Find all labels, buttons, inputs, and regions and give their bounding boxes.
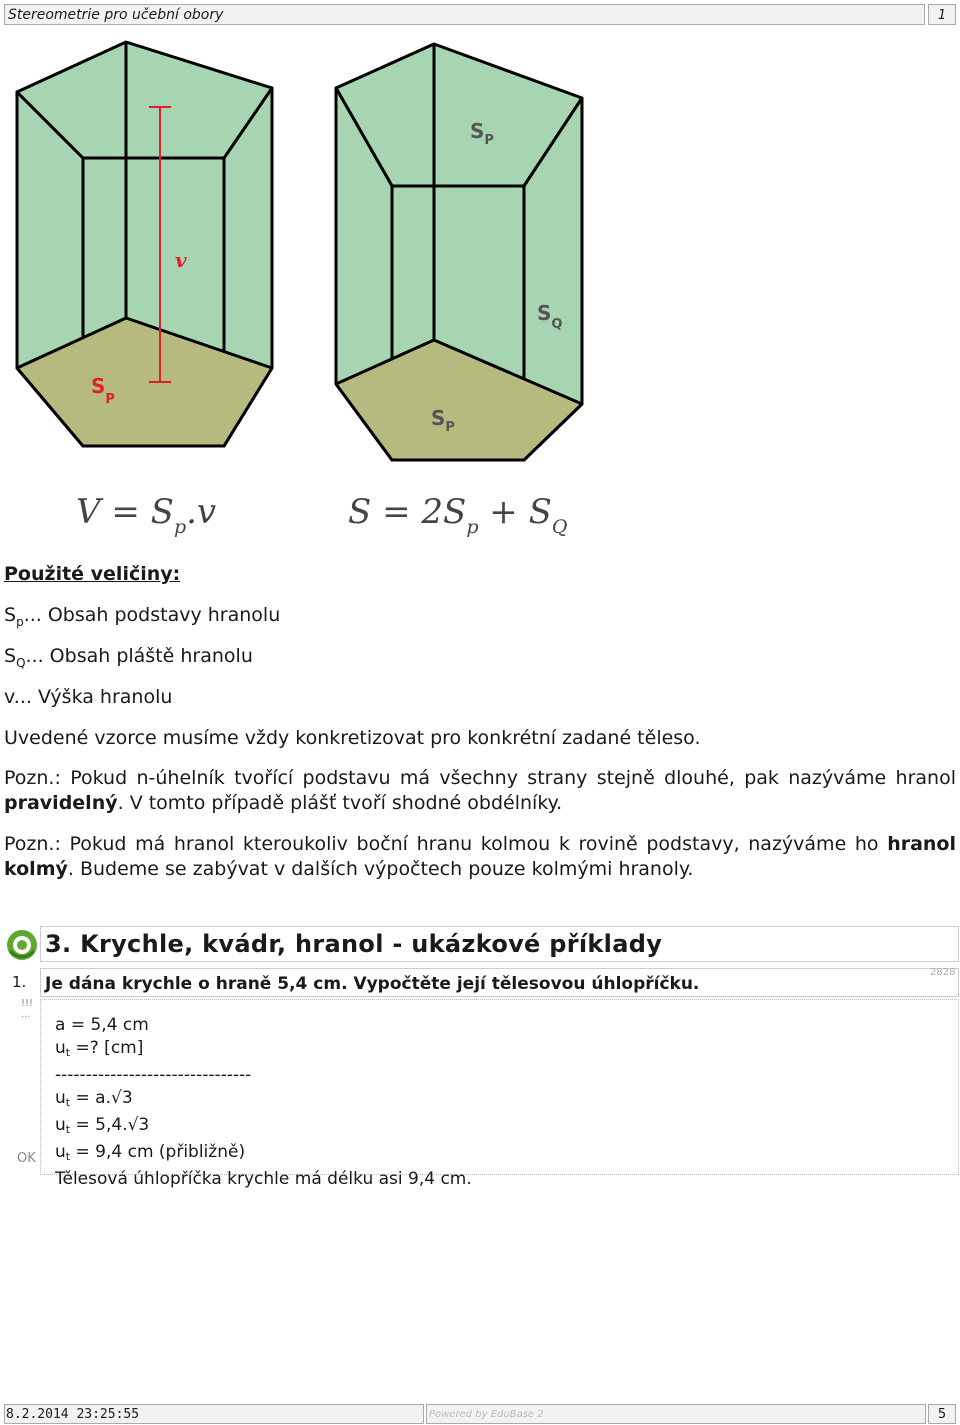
left-base-label: $S_P$: [91, 374, 115, 407]
left-prism: [17, 42, 272, 446]
question-id: 2828: [930, 967, 956, 978]
answer-line: $u_t$ =? [cm]: [55, 1038, 144, 1059]
quantity-sq: $S_Q$... Obsah pláště hranolu: [4, 645, 253, 670]
volume-formula: $V = S_p.v$: [76, 492, 217, 538]
quantity-v: v... Výška hranolu: [4, 686, 173, 708]
answer-solution: [55, 1014, 472, 1191]
general-note: Uvedené vzorce musíme vždy konkretizovat pro konkrétní zadané těleso.: [4, 727, 701, 749]
document-header-title: Stereometrie pro učební obory: [4, 4, 925, 25]
right-top-base-label: $S_P$: [470, 119, 494, 148]
question-text[interactable]: Je dána krychle o hraně 5,4 cm. Vypočtěte její tělesovou úhlopříčku.: [45, 974, 700, 994]
right-lateral-label: $S_Q$: [537, 301, 563, 332]
answer-line: $u_t = a.√3$: [55, 1088, 133, 1109]
right-bottom-base-label: $S_P$: [431, 406, 455, 435]
quantity-sp: $S_p$... Obsah podstavy hranolu: [4, 604, 281, 629]
question-number: 1.: [12, 973, 27, 991]
answer-line: $u_t = 5,4.√3$: [55, 1115, 150, 1136]
answer-line: a = 5,4 cm: [55, 1015, 149, 1035]
note-regular-prism: Pozn.: Pokud n-úhelník tvořící podstavu má všechny strany stejně dlouhé, pak nazýváme hranol pravidelný. V tomto případě plášť tvoří shodné obdélníky.: [4, 767, 956, 814]
right-prism: [336, 44, 582, 460]
answer-line: Tělesová úhlopříčka krychle má délku asi 9,4 cm.: [55, 1169, 472, 1189]
footer-timestamp: 8.2.2014 23:25:55: [4, 1404, 424, 1424]
surface-formula: $S = 2S_p + S_Q$: [348, 492, 568, 538]
prism-figures: [0, 35, 960, 465]
note-right-prism: Pozn.: Pokud má hranol kteroukoliv boční hranu kolmou k rovině podstavy, nazýváme ho hranol kolmý. Budeme se zabývat v dalších výpočtech pouze kolmými hranoly.: [4, 833, 956, 880]
edubase-logo-icon: [6, 929, 38, 961]
question-marks: !!! ...: [21, 998, 34, 1020]
height-label: v: [175, 248, 187, 272]
answer-line: $u_t = 9,4$ cm (přibližně): [55, 1142, 246, 1163]
answer-line: --------------------------------: [55, 1065, 252, 1085]
ok-status: OK: [17, 1151, 36, 1166]
exercise-title: 3. Krychle, kvádr, hranol - ukázkové příklady: [45, 930, 663, 958]
footer-powered-by[interactable]: Powered by EduBase 2: [426, 1404, 926, 1424]
section-title: Použité veličiny:: [4, 563, 181, 585]
footer-page-number: 5: [928, 1404, 956, 1424]
header-page-number: 1: [928, 4, 956, 25]
